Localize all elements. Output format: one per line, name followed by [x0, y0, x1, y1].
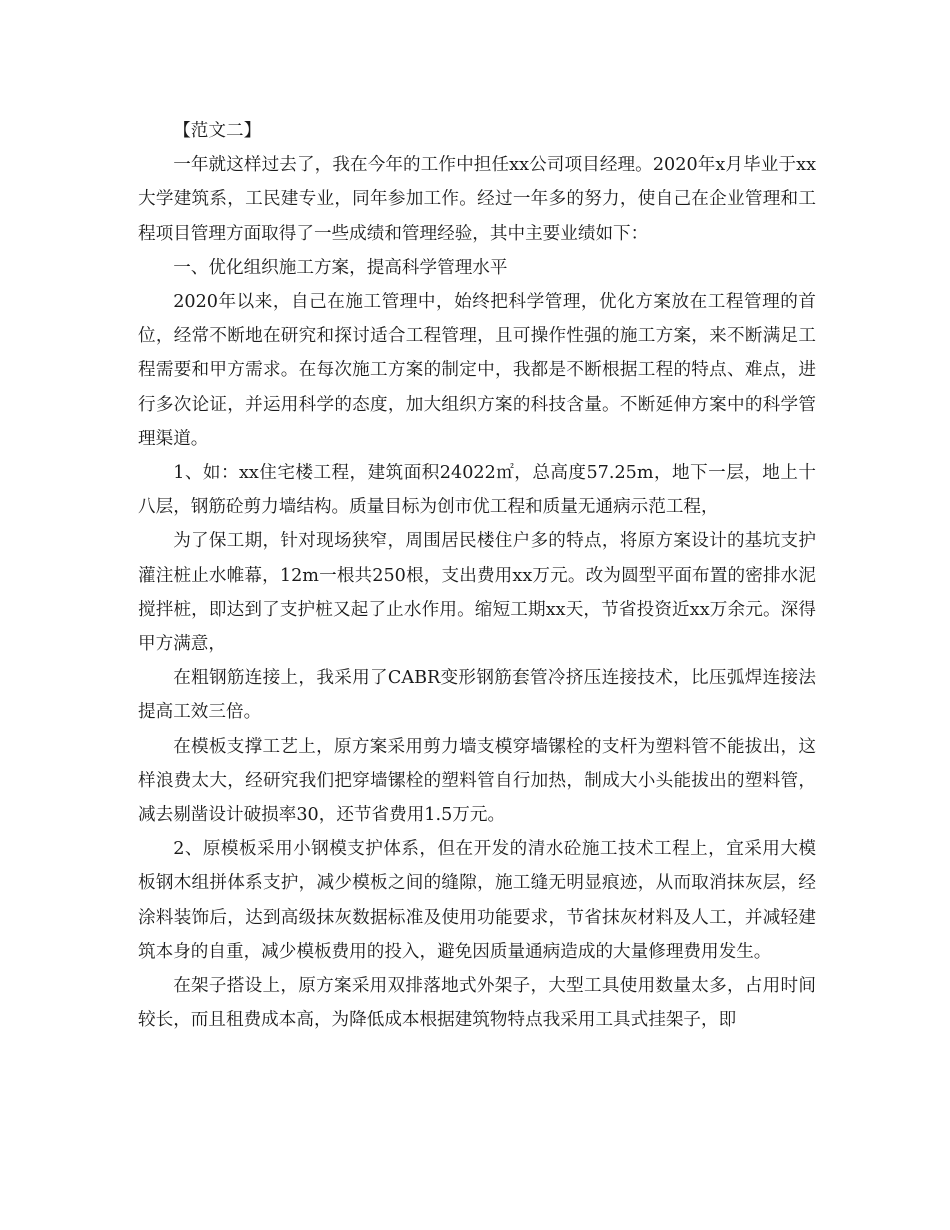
paragraph-section-heading: 一、优化组织施工方案，提高科学管理水平 — [173, 257, 508, 278]
paragraph: 2020年以来，自己在施工管理中，始终把科学管理，优化方案放在工程管理的首位，经常不断地在研究和探讨适合工程管理，且可操作性强的施工方案，来不断满足工程需要和甲方需求。在每次施工方案的制定中，我都是不断根据工程的特点、难点，进行多次论证，并运用科学的态度，加大组织方案的科技含量。不断延伸方案中的科学管理渠道。 — [138, 292, 816, 449]
paragraph: 在架子搭设上，原方案采用双排落地式外架子，大型工具使用数量太多，占用时间较长，而且租费成本高，为降低成本根据建筑物特点我采用工具式挂架子，即 — [138, 976, 816, 1031]
paragraph: 在粗钢筋连接上，我采用了CABR变形钢筋套管冷挤压连接技术，比压弧焊连接法提高工效三倍。 — [138, 668, 816, 723]
paragraph-intro: 一年就这样过去了，我在今年的工作中担任xx公司项目经理。2020年x月毕业于xx大学建筑系，工民建专业，同年参加工作。经过一年多的努力，使自己在企业管理和工程项目管理方面取得了一些成绩和管理经验，其中主要业绩如下： — [138, 155, 816, 244]
paragraph: 2、原模板采用小钢模支护体系，但在开发的清水砼施工技术工程上，宜采用大模板钢木组拼体系支护，减少模板之间的缝隙，施工缝无明显痕迹，从而取消抹灰层，经涂料装饰后，达到高级抹灰数据标准及使用功能要求，节省抹灰材料及人工，并减轻建筑本身的自重，减少模板费用的投入，避免因质量通病造成的大量修理费用发生。 — [138, 839, 816, 962]
paragraph: 1、如：xx住宅楼工程，建筑面积24022㎡，总高度57.25m，地下一层，地上十八层，钢筋砼剪力墙结构。质量目标为创市优工程和质量无通病示范工程， — [138, 463, 816, 518]
document-body — [138, 114, 816, 1037]
paragraph: 为了保工期，针对现场狭窄，周围居民楼住户多的特点，将原方案设计的基坑支护灌注桩止水帷幕，12m一根共250根，支出费用xx万元。改为圆型平面布置的密排水泥搅拌桩，即达到了支护桩又起了止水作用。缩短工期xx天，节省投资近xx万余元。深得甲方满意， — [138, 531, 816, 655]
paragraph: 在模板支撑工艺上，原方案采用剪力墙支模穿墙镙栓的支杆为塑料管不能拔出，这样浪费太大，经研究我们把穿墙镙栓的塑料管自行加热，制成大小头能拔出的塑料管，减去剔凿设计破损率30，还节省费用1.5万元。 — [138, 736, 816, 826]
document-heading: 【范文二】 — [173, 121, 262, 141]
